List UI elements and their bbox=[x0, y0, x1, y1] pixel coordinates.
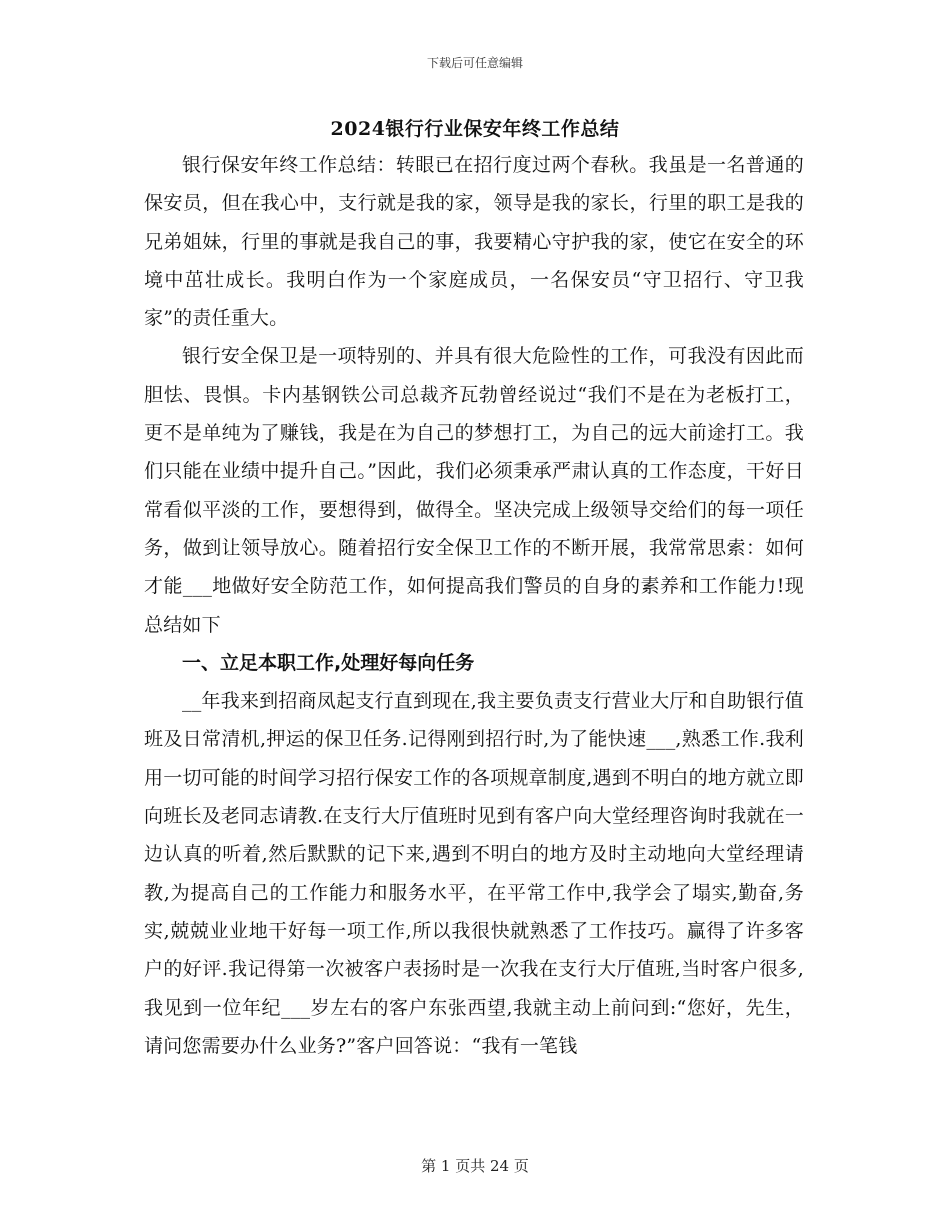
section-1-paragraph: __年我来到招商凤起支行直到现在,我主要负责支行营业大厅和自助银行值班及日常清机,押运的保卫任务.记得刚到招行时,为了能快速___,熟悉工作.我利用一切可能的时间学习招行保安工作的各项规章制度,遇到不明白的地方就立即向班长及老同志请教.在支行大厅值班时见到有客户向大堂经理咨询时我就在一边认真的听着,然后默默的记下来,遇到不明白的地方及时主动地向大堂经理请教,为提高自己的工作能力和服务水平，在平常工作中,我学会了塌实,勤奋,务实,兢兢业业地干好每一项工作,所以我很快就熟悉了工作技巧。赢得了许多客户的好评.我记得第一次被客户表扬时是一次我在支行大厅值班,当时客户很多,我见到一位年纪___岁左右的客户东张西望,我就主动上前问到:“您好，先生，请问您需要办什么业务?”客户回答说：“我有一笔钱 bbox=[144, 690, 804, 1057]
page-header-note: 下载后可任意编辑 bbox=[426, 56, 523, 70]
document-body bbox=[144, 146, 804, 1065]
page-number-footer: 第 1 页共 24 页 bbox=[421, 1157, 529, 1175]
body-paragraph-security: 银行安全保卫是一项特别的、并具有很大危险性的工作，可我没有因此而胆怯、畏惧。卡内基钢铁公司总裁齐瓦勃曾经说过“我们不是在为老板打工，更不是单纯为了赚钱，我是在为自己的梦想打工，为自己的远大前途打工。我们只能在业绩中提升自己。”因此，我们必须秉承严肃认真的工作态度，干好日常看似平淡的工作，要想得到，做得全。坚决完成上级领导交给们的每一项任务，做到让领导放心。随着招行安全保卫工作的不断开展，我常常思索：如何才能___地做好安全防范工作，如何提高我们警员的自身的素养和工作能力!现总结如下 bbox=[144, 345, 804, 636]
document-title: 2024银行行业保安年终工作总结 bbox=[330, 118, 620, 140]
body-paragraph-intro: 银行保安年终工作总结：转眼已在招行度过两个春秋。我虽是一名普通的保安员，但在我心中，支行就是我的家，领导是我的家长，行里的职工是我的兄弟姐妹，行里的事就是我自己的事，我要精心守护我的家，使它在安全的环境中茁壮成长。我明白作为一个家庭成员，一名保安员“守卫招行、守卫我家”的责任重大。 bbox=[144, 154, 804, 330]
section-heading-1: 一、立足本职工作,处理好每向任务 bbox=[182, 651, 475, 674]
